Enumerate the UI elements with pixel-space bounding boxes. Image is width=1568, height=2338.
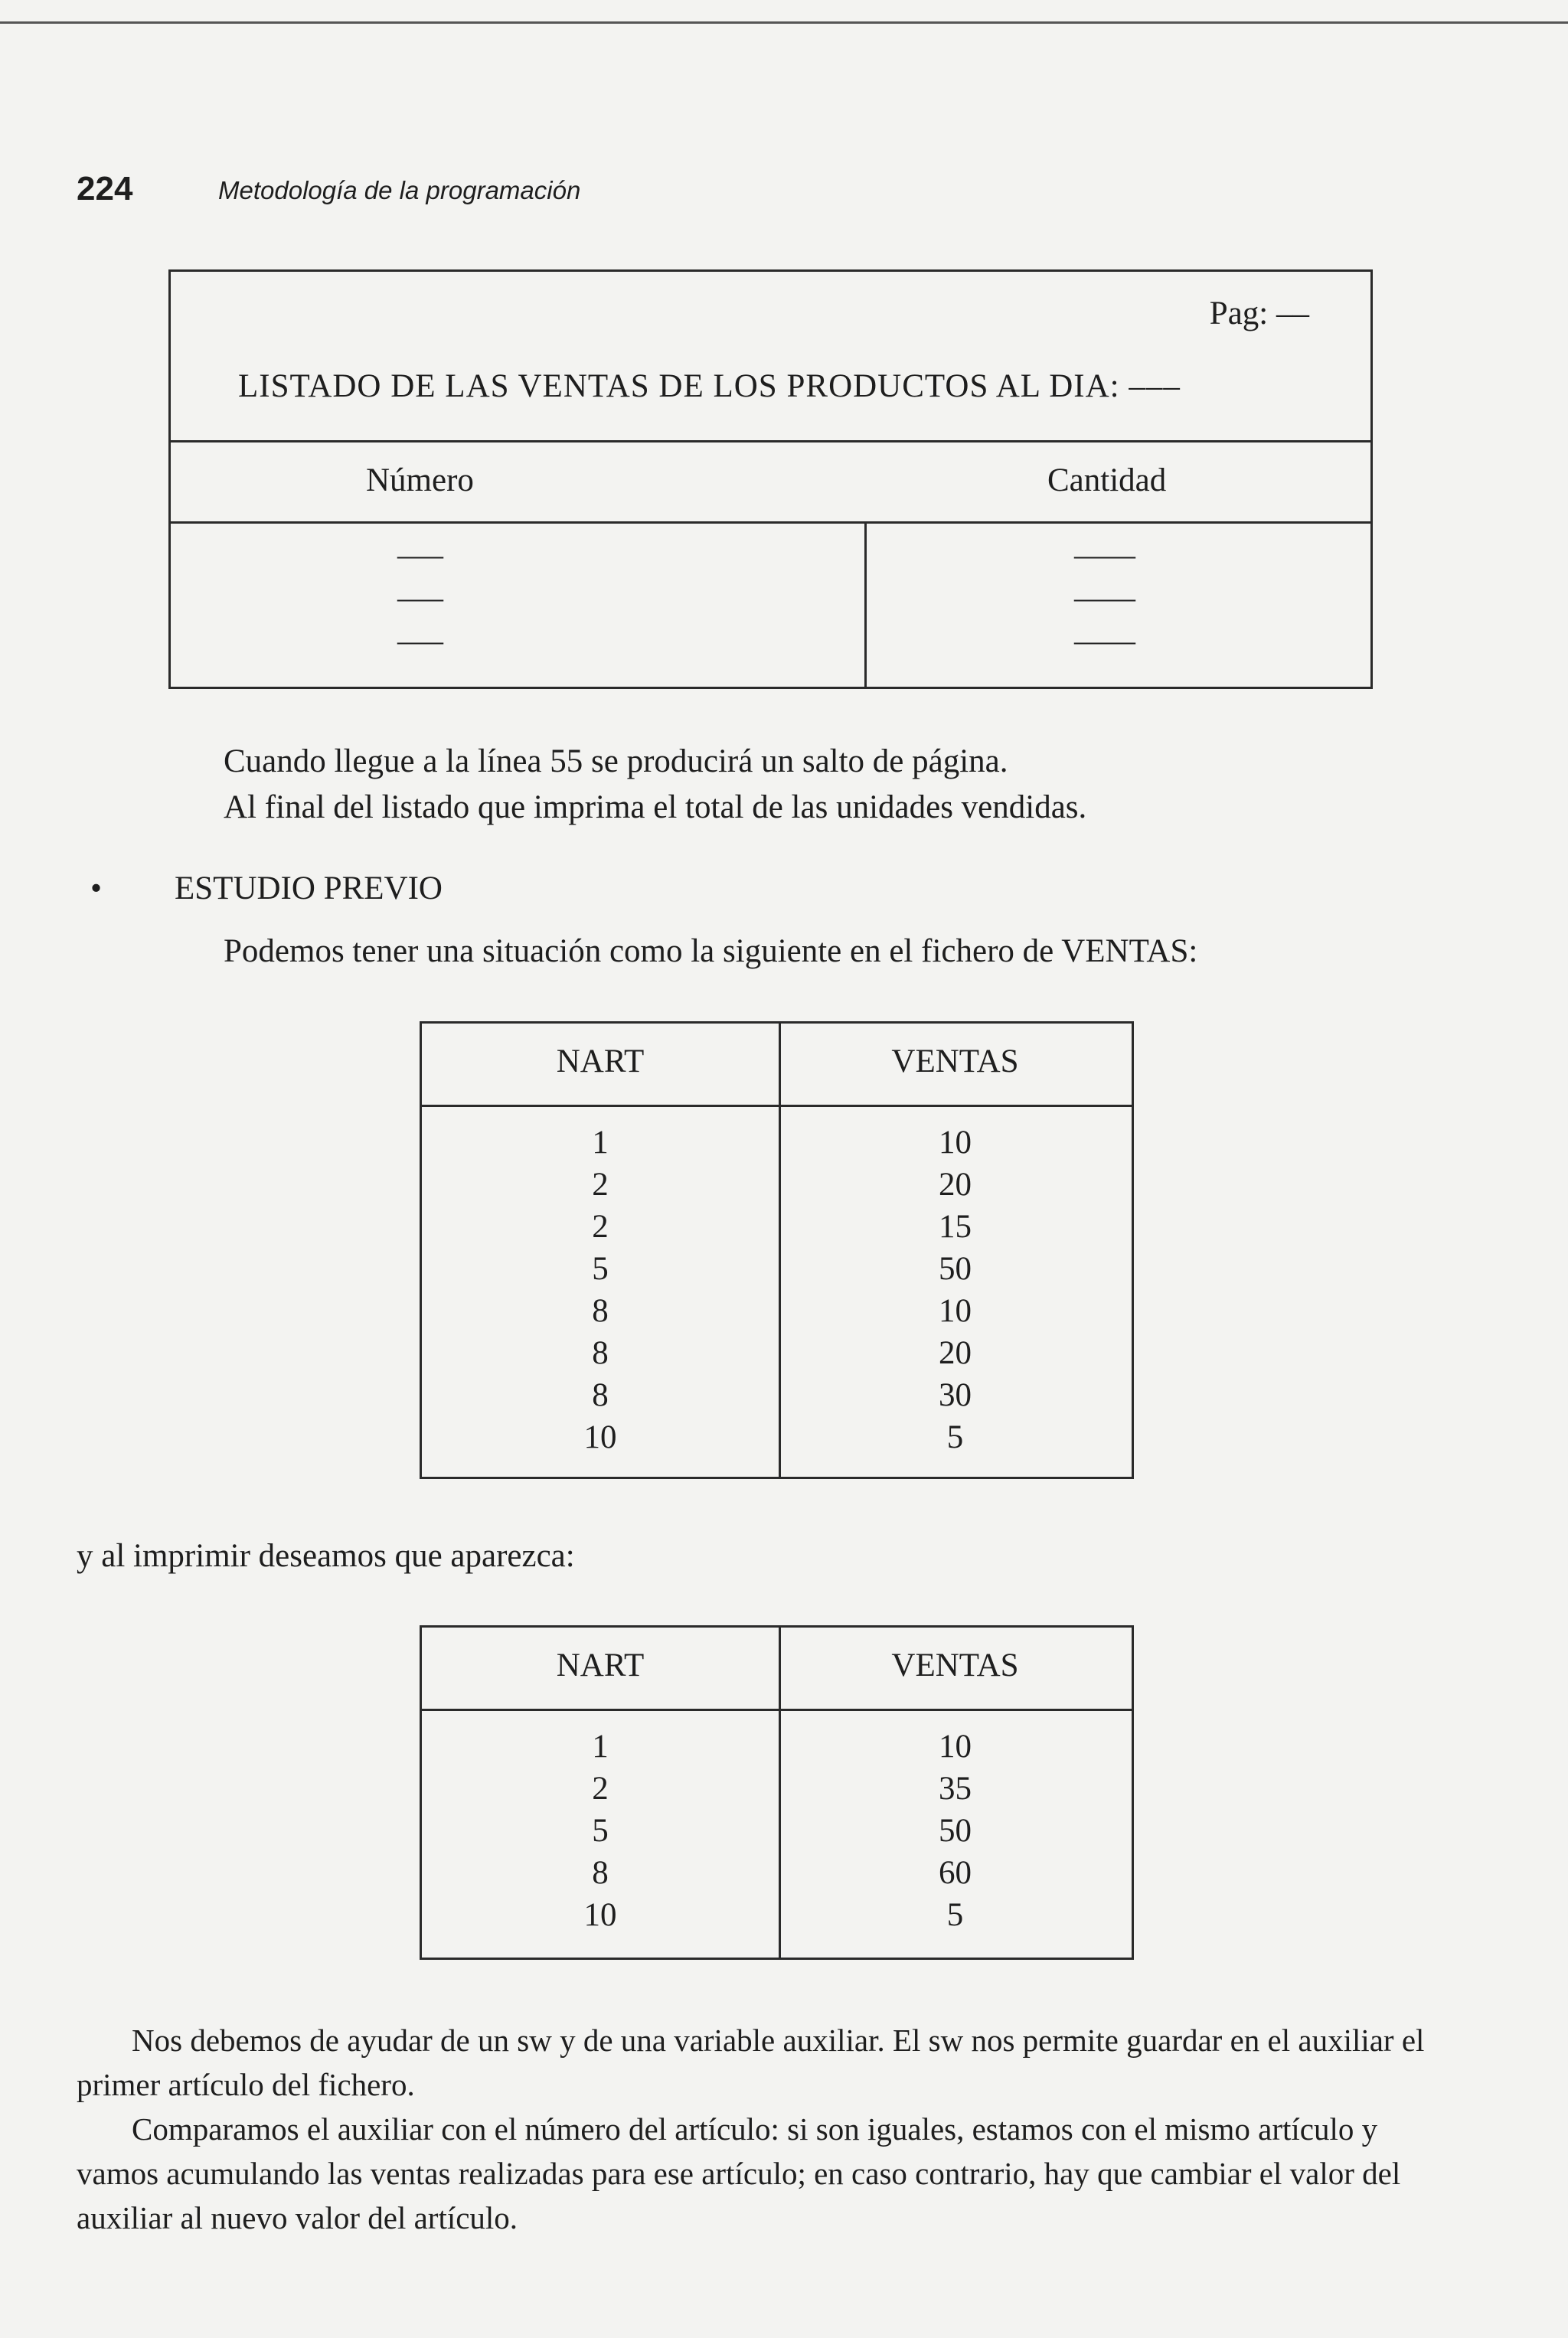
column-header-cantidad: Cantidad [1047,462,1167,498]
table-cell: 5 [946,1897,964,1933]
table-cell: 10 [939,1125,972,1161]
table-cell: 20 [939,1335,972,1371]
nart-column [422,1122,779,1458]
placeholder: ––– [397,537,443,572]
table-cell: 2 [592,1209,609,1245]
divider [171,521,1370,524]
placeholder: –––– [1074,623,1135,658]
placeholder: –––– [1074,537,1135,572]
column-header-numero: Número [366,462,474,498]
paragraph: Comparamos el auxiliar con el número del artículo: si son iguales, estamos con el mismo artículo y vamos acumulando las ventas realizadas para ese artículo; en caso contrario, hay que cambiar el valor del auxiliar al nuevo valor del artículo. [77,2111,1401,2235]
top-rule [0,21,1568,24]
paragraph: y al imprimir deseamos que aparezca: [77,1538,575,1574]
table-cell: 10 [583,1419,617,1455]
ventas-column [779,1726,1132,1936]
paragraph: Cuando llegue a la línea 55 se producirá un salto de página. [224,743,1008,779]
table-cell: 1 [592,1125,609,1161]
ventas-column [779,1122,1132,1458]
table-cell: 10 [939,1729,972,1765]
table-cell: 30 [939,1377,972,1413]
table-cell: 2 [592,1167,609,1203]
column-divider [864,521,867,687]
placeholder-column-left [397,534,443,662]
table-cell: 5 [592,1251,609,1287]
table-cell: 8 [592,1855,609,1891]
table-cell: 50 [939,1251,972,1287]
table-cell: 8 [592,1335,609,1371]
bullet: • [90,870,103,906]
sales-file-table [420,1021,1134,1479]
table-cell: 10 [939,1293,972,1329]
table-cell: 20 [939,1167,972,1203]
table-cell: 8 [592,1377,609,1413]
running-title: Metodología de la programación [218,176,581,204]
table-cell: 1 [592,1729,609,1765]
table-cell: 10 [583,1897,617,1933]
column-header-ventas: VENTAS [891,1043,1019,1079]
listing-layout-box [168,269,1373,689]
column-header-nart: NART [556,1043,645,1079]
paragraph: Al final del listado que imprima el total de las unidades vendidas. [224,789,1087,825]
column-header-ventas: VENTAS [891,1647,1019,1683]
placeholder: ––– [397,580,443,615]
explanation-text [77,2018,1462,2240]
listing-title: LISTADO DE LAS VENTAS DE LOS PRODUCTOS AL DIA: ––– [238,368,1181,404]
table-cell: 60 [939,1855,972,1891]
paragraph: Podemos tener una situación como la siguiente en el fichero de VENTAS: [224,933,1198,969]
printed-output-table [420,1625,1134,1960]
table-cell: 5 [946,1419,964,1455]
table-cell: 5 [592,1813,609,1849]
nart-column [422,1726,779,1936]
table-cell: 8 [592,1293,609,1329]
section-title: ESTUDIO PREVIO [175,870,443,906]
table-cell: 15 [939,1209,972,1245]
paragraph: Nos debemos de ayudar de un sw y de una variable auxiliar. El sw nos permite guardar en el auxiliar el primer artículo del fichero. [77,2023,1425,2102]
table-cell: 35 [939,1771,972,1807]
placeholder-column-right [1074,534,1135,662]
table-cell: 2 [592,1771,609,1807]
divider [171,440,1370,442]
page-label: Pag: –– [1209,296,1309,331]
placeholder: –––– [1074,580,1135,615]
page-number: 224 [77,170,133,207]
table-cell: 50 [939,1813,972,1849]
column-header-nart: NART [556,1647,645,1683]
placeholder: ––– [397,623,443,658]
